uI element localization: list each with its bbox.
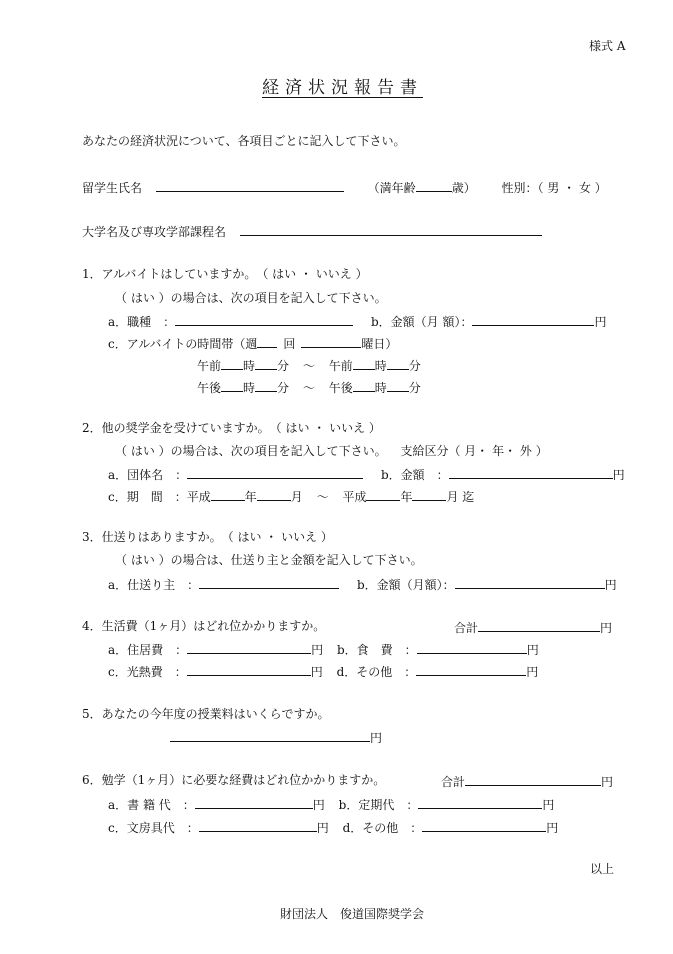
q4-row-cd bbox=[108, 662, 538, 680]
minute-unit: 分 bbox=[277, 381, 290, 395]
minute-unit: 分 bbox=[408, 359, 421, 373]
q2-question: 2．他の奨学金を受けていますか。 （ はい ・ いいえ ） bbox=[82, 421, 381, 435]
yen-unit: 円 bbox=[370, 731, 383, 745]
yen-unit: 円 bbox=[311, 643, 324, 657]
year-unit: 年 bbox=[400, 490, 413, 504]
yen-unit: 円 bbox=[600, 621, 613, 635]
q2-amount-label: b．金額 ： bbox=[380, 468, 449, 482]
q6-commute-label: b．定期代 ： bbox=[338, 798, 419, 812]
q4-total-row bbox=[454, 618, 612, 636]
am-minute-field[interactable] bbox=[255, 356, 277, 370]
q6-other-field[interactable] bbox=[422, 818, 546, 832]
q5-question: 5．あなたの今年度の授業料はいくらですか。 bbox=[82, 707, 330, 721]
q4-total-label: 合計 bbox=[454, 621, 479, 635]
q4-housing-field[interactable] bbox=[187, 640, 311, 654]
hour-unit: 時 bbox=[374, 359, 387, 373]
q3-row-ab bbox=[108, 575, 617, 593]
q3-sender-field[interactable] bbox=[199, 575, 339, 589]
q1-job-label: a．職種 ： bbox=[108, 315, 176, 329]
q6-row-ab bbox=[108, 795, 554, 813]
q2-row-ab bbox=[108, 465, 625, 483]
q1-time-row-pm bbox=[197, 378, 421, 396]
q2-org-label: a．団体名 ： bbox=[108, 468, 188, 482]
student-name-label: 留学生氏名 bbox=[82, 181, 143, 195]
q2-from-year-field[interactable] bbox=[211, 487, 245, 501]
tilde: 〜 bbox=[302, 359, 315, 373]
form-id: 様式 A bbox=[589, 39, 626, 53]
yen-unit: 円 bbox=[542, 798, 555, 812]
hour-unit: 時 bbox=[243, 359, 256, 373]
yen-unit: 円 bbox=[526, 643, 539, 657]
q6-commute-field[interactable] bbox=[418, 795, 542, 809]
q2-row-c bbox=[108, 487, 474, 505]
q3-sender-label: a．仕送り主 ： bbox=[108, 578, 200, 592]
am-label: 午前 bbox=[197, 359, 222, 373]
page-title: 経済状況報告書 bbox=[262, 78, 423, 98]
student-name-row bbox=[82, 178, 607, 196]
q4-food-label: b．食 費 ： bbox=[337, 643, 417, 657]
university-row bbox=[82, 222, 542, 240]
tilde: 〜 bbox=[316, 490, 329, 504]
q6-other-label: d．その他 ： bbox=[342, 821, 423, 835]
yen-unit: 円 bbox=[316, 821, 329, 835]
pm-hour-field[interactable] bbox=[221, 378, 243, 392]
am-hour-field[interactable] bbox=[353, 356, 375, 370]
am-minute-field[interactable] bbox=[387, 356, 409, 370]
yen-unit: 円 bbox=[601, 775, 614, 789]
tilde: 〜 bbox=[302, 381, 315, 395]
yen-unit: 円 bbox=[604, 578, 617, 592]
q5-tuition-row bbox=[170, 728, 382, 746]
university-label: 大学名及び専攻学部課程名 bbox=[82, 225, 227, 239]
yen-unit: 円 bbox=[312, 798, 325, 812]
q1-days-field[interactable] bbox=[301, 334, 361, 348]
age-label-open: （満年齢 bbox=[367, 181, 416, 195]
q6-stationery-field[interactable] bbox=[199, 818, 317, 832]
hour-unit: 時 bbox=[243, 381, 256, 395]
q4-row-ab bbox=[108, 640, 539, 658]
q1-times-field[interactable] bbox=[257, 334, 277, 348]
q2-from-month-field[interactable] bbox=[257, 487, 291, 501]
age-field[interactable] bbox=[416, 178, 452, 192]
pm-minute-field[interactable] bbox=[387, 378, 409, 392]
pm-label: 午後 bbox=[197, 381, 222, 395]
year-unit: 年 bbox=[244, 490, 257, 504]
q4-other-field[interactable] bbox=[416, 662, 526, 676]
q6-row-cd bbox=[108, 818, 558, 836]
yen-unit: 円 bbox=[526, 665, 539, 679]
hour-unit: 時 bbox=[374, 381, 387, 395]
pm-minute-field[interactable] bbox=[255, 378, 277, 392]
q4-question: 4．生活費（1ヶ月）はどれ位かかりますか。 bbox=[82, 619, 326, 633]
month-unit: 月 bbox=[290, 490, 303, 504]
gender-label: 性別：（ 男 ・ 女 ） bbox=[501, 181, 607, 195]
q1-question: 1．アルバイトはしていますか。 （ はい ・ いいえ ） bbox=[82, 267, 368, 281]
am-label: 午前 bbox=[328, 359, 353, 373]
q6-question: 6．勉学（1ヶ月）に必要な経費はどれ位かかりますか。 bbox=[82, 773, 386, 787]
q4-housing-label: a．住居費 ： bbox=[108, 643, 188, 657]
end-mark: 以上 bbox=[590, 862, 615, 876]
q4-food-field[interactable] bbox=[417, 640, 527, 654]
age-label-close: 歳） bbox=[451, 181, 476, 195]
q6-stationery-label: c．文房具代 ： bbox=[108, 821, 199, 835]
q3-instruction: （ はい ）の場合は、仕送り主と金額を記入して下さい。 bbox=[115, 553, 423, 567]
q2-category: 支給区分（ 月・ 年・ 外 ） bbox=[400, 444, 548, 458]
q2-instruction-row bbox=[115, 443, 548, 459]
heisei-label: 平成 bbox=[342, 490, 367, 504]
q3-question: 3．仕送りはありますか。 （ はい ・ いいえ ） bbox=[82, 530, 333, 544]
q2-org-field[interactable] bbox=[187, 465, 363, 479]
yen-unit: 円 bbox=[594, 315, 607, 329]
university-field[interactable] bbox=[240, 222, 542, 236]
q1-hours-label: c．アルバイトの時間帯（週 bbox=[108, 337, 258, 351]
intro-text: あなたの経済状況について、各項目ごとに記入して下さい。 bbox=[82, 134, 406, 148]
minute-unit: 分 bbox=[277, 359, 290, 373]
q6-total-row bbox=[441, 772, 613, 790]
pm-hour-field[interactable] bbox=[353, 378, 375, 392]
q1-days-unit: 曜日） bbox=[361, 337, 398, 351]
q2-amount-field[interactable] bbox=[449, 465, 613, 479]
q6-books-field[interactable] bbox=[195, 795, 313, 809]
minute-unit: 分 bbox=[408, 381, 421, 395]
q6-total-label: 合計 bbox=[441, 775, 466, 789]
q1-row-ab bbox=[108, 312, 607, 330]
q2-to-year-field[interactable] bbox=[366, 487, 400, 501]
q1-row-c bbox=[108, 334, 397, 352]
q4-other-label: d．その他 ： bbox=[336, 665, 417, 679]
until-label: 月 迄 bbox=[446, 490, 475, 504]
issuer-name: 財団法人 俊道国際奨学会 bbox=[280, 907, 425, 921]
yen-unit: 円 bbox=[546, 821, 559, 835]
q2-period-label: c．期 間 ：平成 bbox=[108, 490, 211, 504]
pm-label: 午後 bbox=[328, 381, 353, 395]
q1-job-field[interactable] bbox=[175, 312, 353, 326]
q1-amount-label: b．金額（月 額）： bbox=[370, 315, 473, 329]
q2-instruction: （ はい ）の場合は、次の項目を記入して下さい。 bbox=[115, 444, 387, 458]
q3-amount-label: b．金額（月額）： bbox=[356, 578, 455, 592]
yen-unit: 円 bbox=[310, 665, 323, 679]
q2-to-month-field[interactable] bbox=[412, 487, 446, 501]
q4-utilities-label: c．光熱費 ： bbox=[108, 665, 187, 679]
am-hour-field[interactable] bbox=[221, 356, 243, 370]
q1-time-row-am bbox=[197, 356, 421, 374]
q1-amount-field[interactable] bbox=[472, 312, 594, 326]
q6-books-label: a．書 籍 代 ： bbox=[108, 798, 195, 812]
yen-unit: 円 bbox=[612, 468, 625, 482]
q3-amount-field[interactable] bbox=[455, 575, 605, 589]
q6-total-field[interactable] bbox=[465, 772, 601, 786]
student-name-field[interactable] bbox=[156, 178, 344, 192]
q1-instruction: （ はい ）の場合は、次の項目を記入して下さい。 bbox=[115, 291, 387, 305]
q1-times-unit: 回 bbox=[283, 337, 296, 351]
q4-total-field[interactable] bbox=[478, 618, 600, 632]
q5-tuition-field[interactable] bbox=[170, 728, 370, 742]
q4-utilities-field[interactable] bbox=[187, 662, 311, 676]
